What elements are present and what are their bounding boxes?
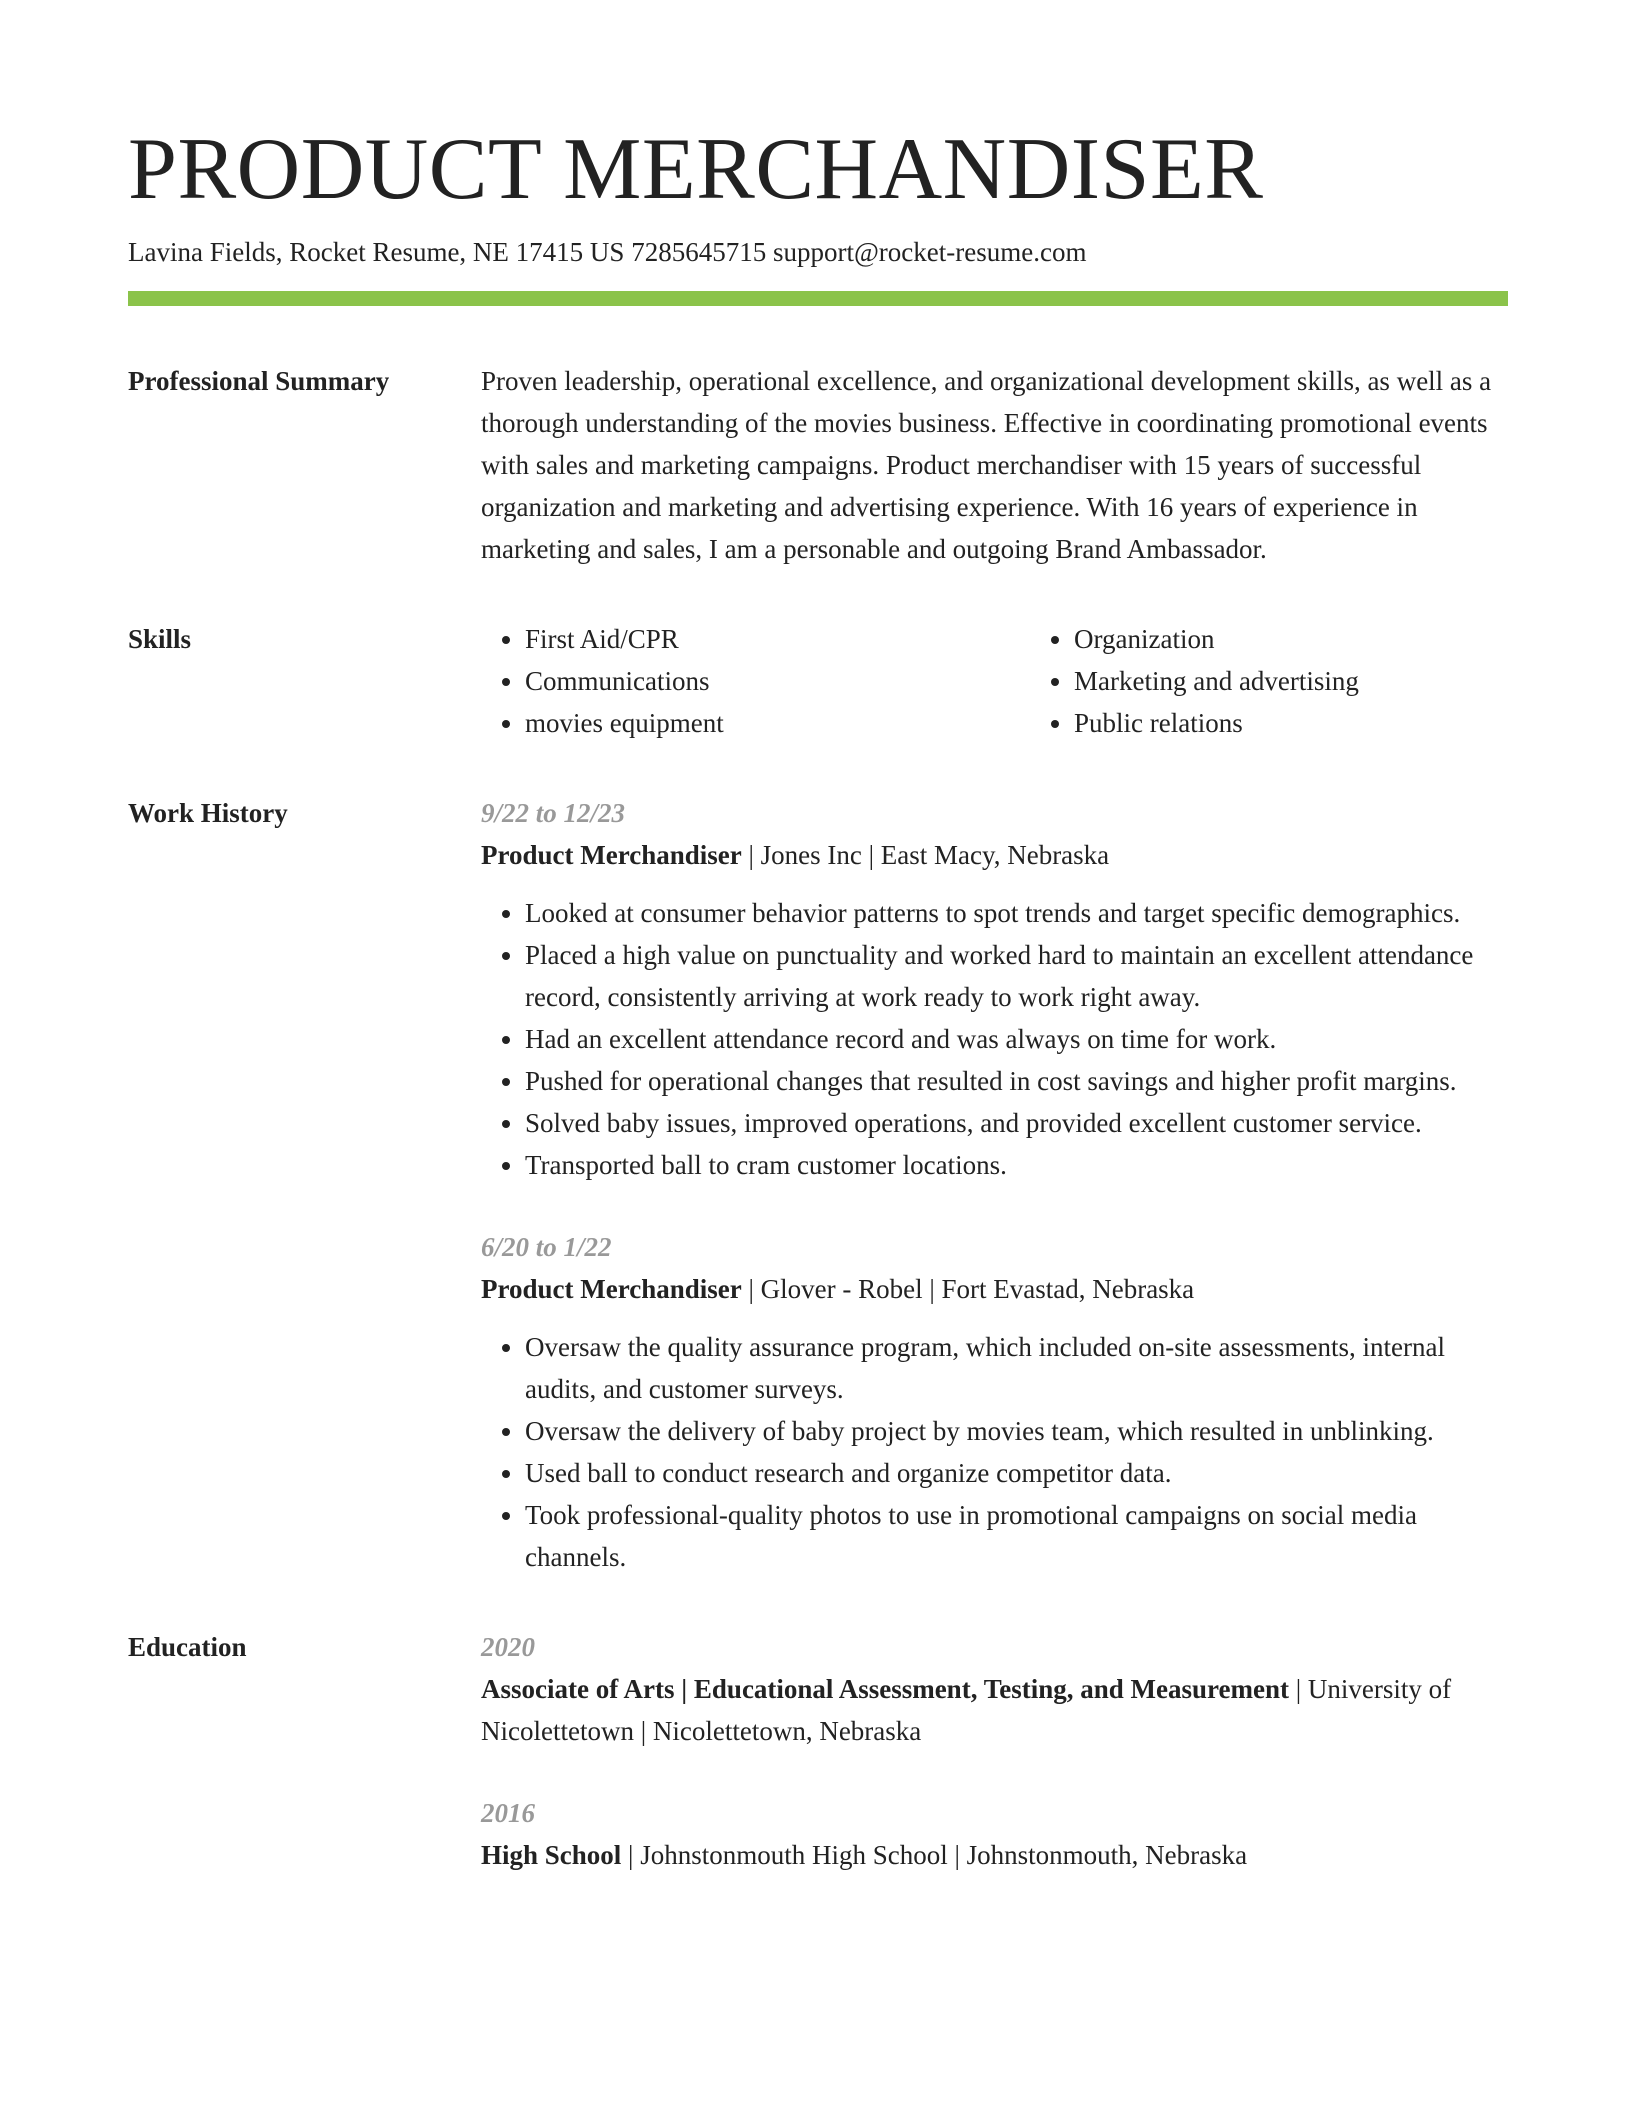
skill-item: • Public relations	[1074, 702, 1579, 744]
skill-item: • Marketing and advertising	[1074, 660, 1579, 702]
job-bullet: • Took professional-quality photos to use in promotional campaigns on social media channels.	[525, 1494, 1508, 1578]
education-degree: High School	[481, 1840, 622, 1870]
job-title-line	[481, 1268, 1508, 1310]
summary-section	[128, 360, 1508, 570]
job-employer: | Glover - Robel | Fort Evastad, Nebraska	[741, 1274, 1195, 1304]
accent-divider	[128, 291, 1508, 306]
education-section	[128, 1626, 1508, 1876]
skill-item: • Organization	[1074, 618, 1579, 660]
job-dates: 6/20 to 1/22	[481, 1232, 612, 1262]
section-title-education: Education	[128, 1632, 247, 1662]
education-line	[481, 1834, 1508, 1876]
job-bullets	[481, 892, 1508, 1186]
education-year: 2020	[481, 1632, 535, 1662]
job-role: Product Merchandiser	[481, 1274, 742, 1304]
job-bullet: • Solved baby issues, improved operations, and provided excellent customer service.	[525, 1102, 1508, 1144]
candidate-title: PRODUCT MERCHANDISER	[128, 121, 1264, 218]
job-bullet: • Had an excellent attendance record and was always on time for work.	[525, 1018, 1508, 1060]
job-bullets	[481, 1326, 1508, 1578]
skill-item: • First Aid/CPR	[525, 618, 1030, 660]
education-year: 2016	[481, 1798, 535, 1828]
section-title-summary: Professional Summary	[128, 366, 390, 396]
skill-item: • movies equipment	[525, 702, 1030, 744]
job-bullet: • Placed a high value on punctuality and worked hard to maintain an excellent attendance record, consistently arriving at work ready to work right away.	[525, 934, 1508, 1018]
job-role: Product Merchandiser	[481, 840, 742, 870]
skills-list-left	[481, 618, 1030, 744]
education-degree: Associate of Arts | Educational Assessment, Testing, and Measurement	[481, 1674, 1289, 1704]
skill-item: • Communications	[525, 660, 1030, 702]
section-title-work: Work History	[128, 798, 288, 828]
job-bullet: • Pushed for operational changes that resulted in cost savings and higher profit margins.	[525, 1060, 1508, 1102]
work-section	[128, 792, 1508, 1578]
education-line	[481, 1668, 1508, 1752]
education-entry	[481, 1792, 1508, 1876]
skills-list-right	[1030, 618, 1579, 744]
job-bullet: • Oversaw the delivery of baby project by movies team, which resulted in unblinking.	[525, 1410, 1508, 1452]
education-school: | Johnstonmouth High School | Johnstonmouth, Nebraska	[621, 1840, 1248, 1870]
education-entry	[481, 1626, 1508, 1752]
job-dates: 9/22 to 12/23	[481, 798, 626, 828]
skills-section	[128, 618, 1508, 744]
job-entry	[481, 1226, 1508, 1578]
job-bullet: • Looked at consumer behavior patterns to spot trends and target specific demographics.	[525, 892, 1508, 934]
contact-line: Lavina Fields, Rocket Resume, NE 17415 US 7285645715 support@rocket-resume.com	[128, 237, 1087, 267]
job-bullet: • Transported ball to cram customer locations.	[525, 1144, 1508, 1186]
job-bullet: • Oversaw the quality assurance program, which included on-site assessments, internal audits, and customer surveys.	[525, 1326, 1508, 1410]
job-entry	[481, 792, 1508, 1186]
summary-text: Proven leadership, operational excellence, and organizational development skills, as well as a thorough understanding of the movies business. Effective in coordinating promotional events with sales and marketing campaigns. Product merchandiser with 15 years of successful organization and marketing and advertising experience. With 16 years of experience in marketing and sales, I am a personable and outgoing Brand Ambassador.	[481, 366, 1492, 564]
job-bullet: • Used ball to conduct research and organize competitor data.	[525, 1452, 1508, 1494]
job-title-line	[481, 834, 1508, 876]
section-title-skills: Skills	[128, 624, 192, 654]
job-employer: | Jones Inc | East Macy, Nebraska	[741, 840, 1110, 870]
education-school: | University of Nicolettetown | Nicolettetown, Nebraska	[481, 1674, 1452, 1746]
resume-page	[128, 118, 1508, 1876]
